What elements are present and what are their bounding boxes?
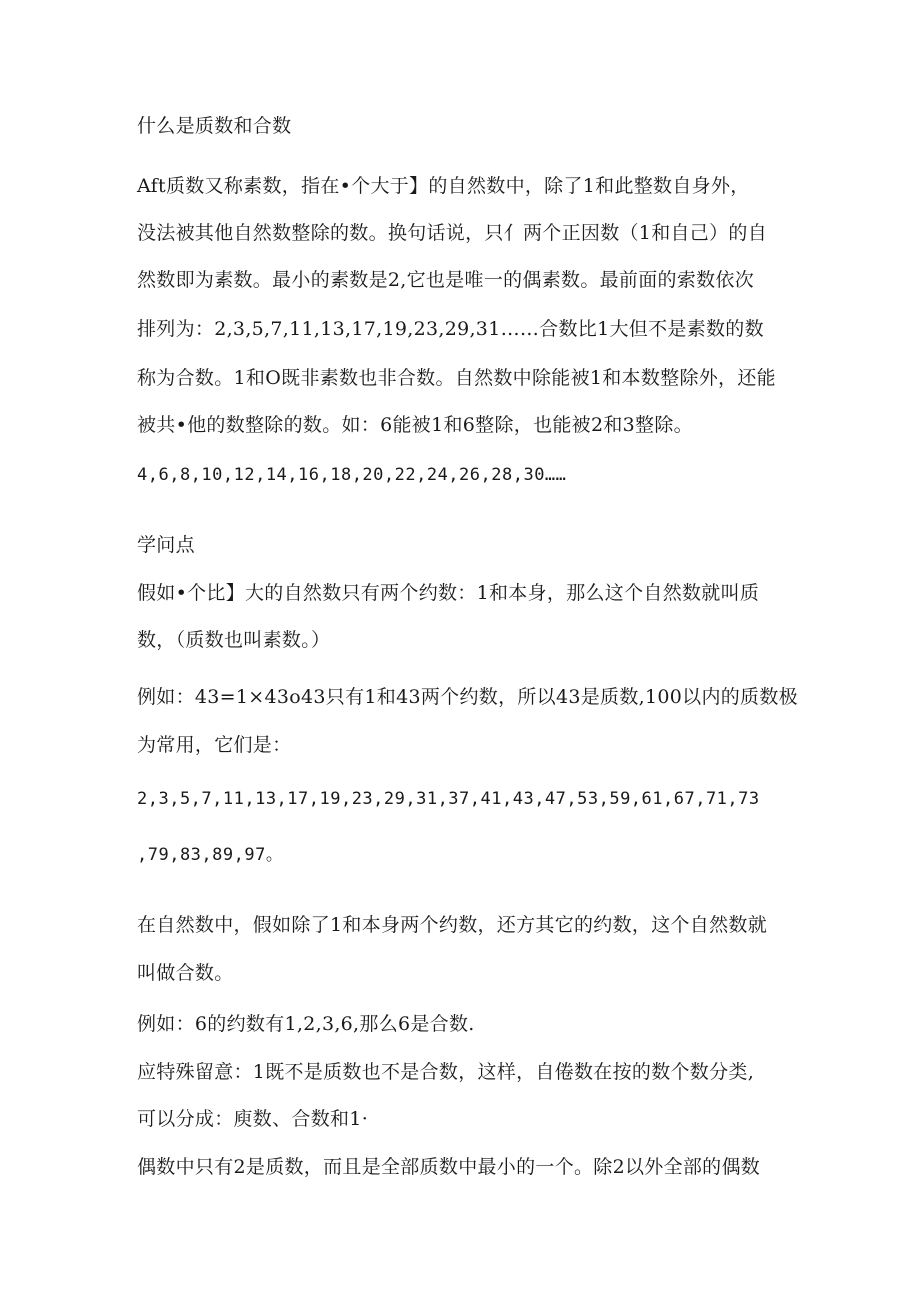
paragraph-line: 例如：43=1×43o43只有1和43两个约数，所以43是质数,100以内的质数极 [137,686,798,708]
paragraph-line: 例如：6的约数有1,2,3,6,那么6是合数. [137,1013,475,1035]
paragraph-line: Aft质数又称素数，指在•个大于】的自然数中，除了1和此整数自身外， [137,175,750,197]
paragraph-line: 没法被其他自然数整除的数。换句话说，只亻两个正因数（1和自己）的自 [137,222,767,244]
section-title-knowledge-point: 学问点 [137,534,195,556]
section-title-prime-composite: 什么是质数和合数 [137,115,292,137]
paragraph-line: 被共•他的数整除的数。如：6能被1和6整除，也能被2和3整除。 [137,414,693,436]
paragraph-line: 数，（质数也叫素数。） [137,629,331,651]
paragraph-line: 然数即为素数。最小的素数是2,它也是唯一的偶素数。最前面的索数依次 [137,269,755,291]
composite-number-sequence: 4,6,8,10,12,14,16,18,20,22,24,26,28,30…… [137,465,567,485]
paragraph-line: 排列为：2,3,5,7,11,13,17,19,23,29,31……合数比1大但不是素数的数 [137,318,764,340]
paragraph-line: 偶数中只有2是质数，而且是全部质数中最小的一个。除2以外全部的偶数 [137,1156,761,1178]
paragraph-line: 可以分成：庾数、合数和1· [137,1108,369,1130]
paragraph-line: 为常用，它们是： [137,734,292,756]
paragraph-line: 应特殊留意：1既不是质数也不是合数，这样，自倦数在按的数个数分类, [137,1061,755,1083]
paragraph-line: 称为合数。1和O既非素数也非合数。自然数中除能被1和本数整除外，还能 [137,367,776,389]
paragraph-line: 叫做合数。 [137,962,234,984]
prime-number-sequence-continued: ,79,83,89,97。 [137,845,284,865]
prime-number-sequence: 2,3,5,7,11,13,17,19,23,29,31,37,41,43,47,53,59,61,67,71,73 [137,789,760,809]
paragraph-line: 假如•个比】大的自然数只有两个约数：1和本身，那么这个自然数就叫质 [137,582,760,604]
paragraph-line: 在自然数中，假如除了1和本身两个约数，还方其它的约数，这个自然数就 [137,914,767,936]
